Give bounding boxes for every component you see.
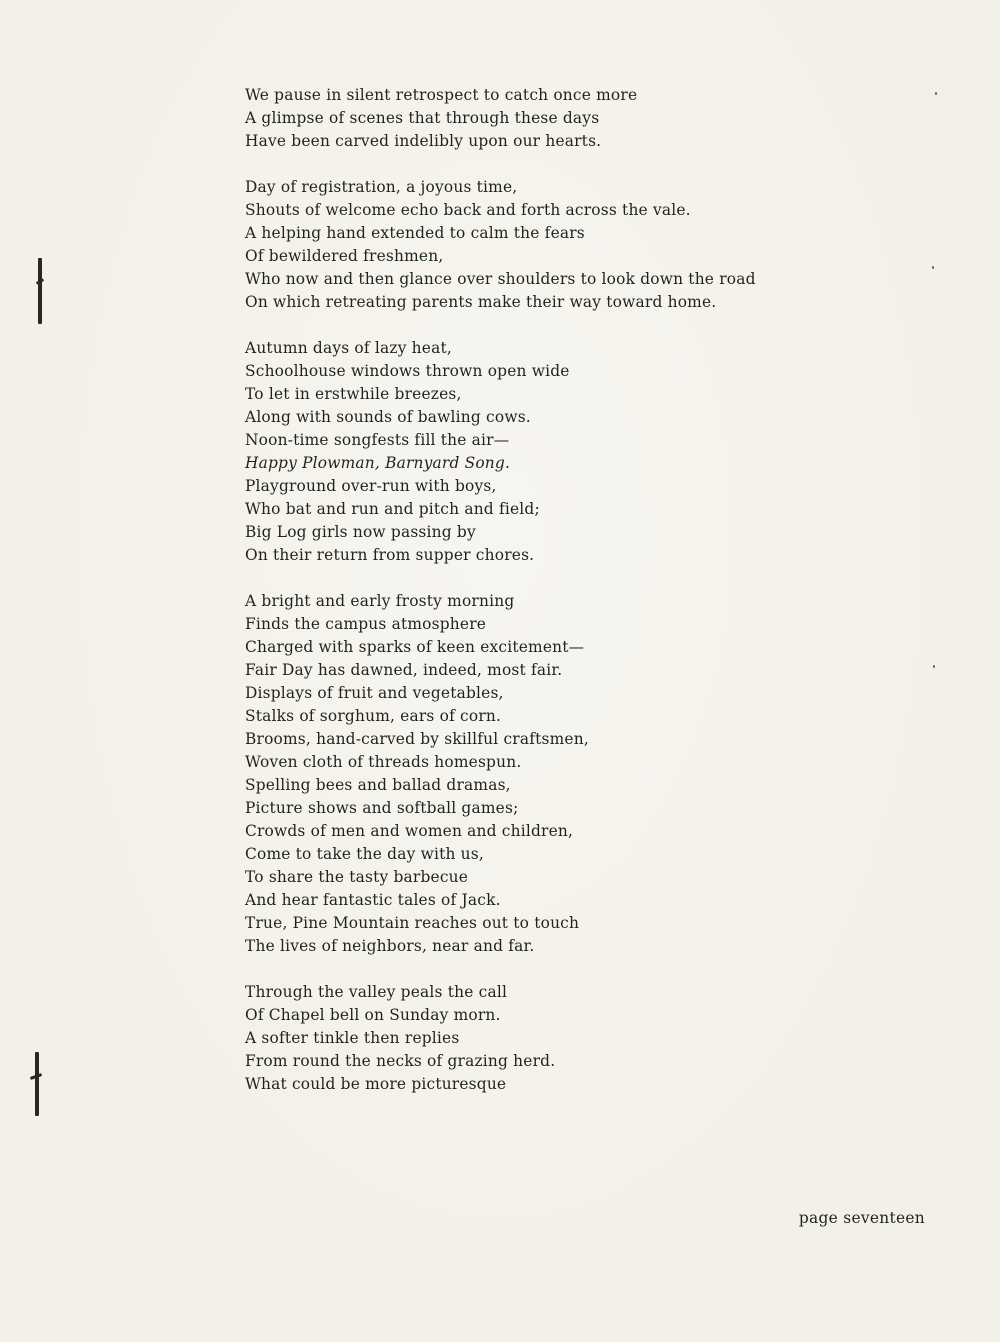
poem-line: Noon-time songfests fill the air— <box>245 431 510 449</box>
poem-line: Stalks of sorghum, ears of corn. <box>245 707 502 725</box>
poem-line: And hear fantastic tales of Jack. <box>245 891 501 909</box>
poem-line: Of bewildered freshmen, <box>245 247 444 265</box>
poem-line: Finds the campus atmosphere <box>245 615 487 633</box>
poem-line: Playground over-run with boys, <box>245 477 497 495</box>
poem-line: Woven cloth of threads homespun. <box>245 753 522 771</box>
poem-line: Fair Day has dawned, indeed, most fair. <box>245 661 563 679</box>
poem-line: Displays of fruit and vegetables, <box>245 684 504 702</box>
poem-line: We pause in silent retrospect to catch once more <box>245 86 638 104</box>
poem-line: Who bat and run and pitch and field; <box>245 500 540 518</box>
poem-line: A bright and early frosty morning <box>245 592 515 610</box>
poem-line: Charged with sparks of keen excitement— <box>245 638 585 656</box>
poem-line: On their return from supper chores. <box>245 546 535 564</box>
poem-line: Shouts of welcome echo back and forth across the vale. <box>245 201 691 219</box>
poem-line: To share the tasty barbecue <box>245 868 469 886</box>
poem-line: Through the valley peals the call <box>245 983 508 1001</box>
poem-line: Who now and then glance over shoulders to look down the road <box>245 270 756 288</box>
poem-stanza <box>245 590 805 958</box>
poem-line: The lives of neighbors, near and far. <box>245 937 535 955</box>
poem-line: Have been carved indelibly upon our hearts. <box>245 132 602 150</box>
poem-line: A glimpse of scenes that through these days <box>245 109 600 127</box>
poem-line: On which retreating parents make their way toward home. <box>245 293 717 311</box>
poem-line: A softer tinkle then replies <box>245 1029 460 1047</box>
paper-speck <box>932 266 934 269</box>
poem-line: What could be more picturesque <box>245 1075 507 1093</box>
poem-stanza <box>245 337 805 567</box>
poem-stanza <box>245 981 805 1096</box>
paper-speck <box>933 665 935 668</box>
poem-line: Day of registration, a joyous time, <box>245 178 518 196</box>
poem-line: Along with sounds of bawling cows. <box>245 408 531 426</box>
page-number-label: page seventeen <box>798 1209 925 1227</box>
poem-line: Of Chapel bell on Sunday morn. <box>245 1006 501 1024</box>
poem-line: Big Log girls now passing by <box>245 523 476 541</box>
poem <box>245 84 805 1119</box>
poem-line: True, Pine Mountain reaches out to touch <box>245 914 580 932</box>
poem-line: Autumn days of lazy heat, <box>245 339 452 357</box>
poem-stanza <box>245 84 805 153</box>
poem-line: Schoolhouse windows thrown open wide <box>245 362 570 380</box>
poem-line: A helping hand extended to calm the fears <box>245 224 585 242</box>
poem-line: Happy Plowman, Barnyard Song. <box>245 454 511 472</box>
poem-line: Spelling bees and ballad dramas, <box>245 776 511 794</box>
staple-bottom <box>35 1052 39 1116</box>
poem-line: Picture shows and softball games; <box>245 799 519 817</box>
staple-top <box>38 258 42 324</box>
poem-stanza <box>245 176 805 314</box>
paper-speck <box>935 92 937 95</box>
poem-line: Brooms, hand-carved by skillful craftsmen, <box>245 730 589 748</box>
poem-line: From round the necks of grazing herd. <box>245 1052 556 1070</box>
poem-line: To let in erstwhile breezes, <box>245 385 462 403</box>
poem-line: Crowds of men and women and children, <box>245 822 574 840</box>
poem-line: Come to take the day with us, <box>245 845 484 863</box>
